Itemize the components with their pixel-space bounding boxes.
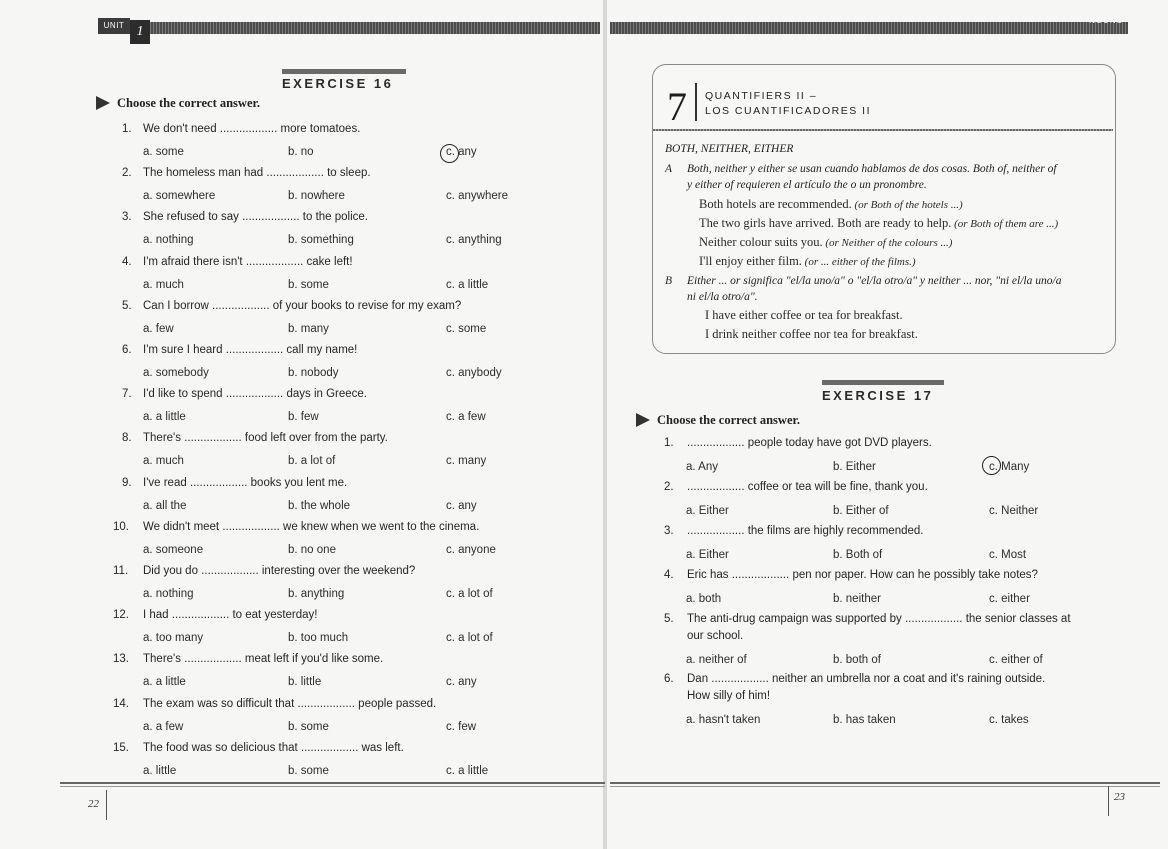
example-main: Both hotels are recommended. — [699, 197, 852, 211]
question-number: 4. — [664, 569, 674, 581]
question-text: We don't need .................. more tomatoes. — [143, 123, 361, 135]
right-header-bar — [610, 22, 1128, 34]
exercise-17-instruction: Choose the correct answer. — [657, 413, 801, 427]
question-number: 6. — [122, 344, 132, 356]
option-b: b. anything — [288, 588, 345, 600]
example-note: (or Both of the hotels ...) — [851, 199, 963, 211]
question-text: I've read .................. books you lent me. — [143, 476, 348, 489]
option-c: c. either — [989, 593, 1030, 605]
question-text: Eric has .................. pen nor paper. How can he possibly take notes? — [687, 569, 1038, 581]
example-sentence — [699, 197, 963, 212]
example-main: The two girls have arrived. Both are ready to help. — [699, 216, 952, 230]
option-c: c. either of — [989, 654, 1043, 666]
left-footer-rule-thin — [60, 786, 605, 787]
question-number: 5. — [122, 299, 132, 312]
option-a: a. somebody — [143, 367, 209, 379]
exercise-17-bar — [822, 380, 944, 385]
option-a: a. much — [143, 278, 184, 291]
question-text: The anti-drug campaign was supported by .................. the senior classes at — [687, 613, 1071, 625]
question-number: 7. — [122, 388, 132, 401]
question-number: 9. — [122, 476, 132, 489]
option-b: b. has taken — [833, 714, 896, 726]
question-text-line2: How silly of him! — [687, 690, 771, 702]
question-number: 11. — [113, 565, 129, 577]
exercise-16-instruction: Choose the correct answer. — [117, 96, 261, 110]
question-text: .................. the films are highly recommended. — [687, 525, 924, 537]
option-b: b. few — [288, 411, 319, 424]
question-text-line2: our school. — [687, 630, 744, 642]
option-c: c. a little — [446, 278, 489, 291]
left-footer-rule — [60, 782, 605, 784]
grammar-number: 7 — [667, 84, 687, 129]
question-text: There's .................. food left over from the party. — [143, 432, 388, 445]
option-b: b. too much — [288, 632, 349, 645]
option-c: c. Many — [989, 461, 1030, 473]
question-number: 8. — [122, 432, 132, 445]
rule-b-line2: ni el/la otro/a". — [687, 291, 758, 303]
option-a: a. Either — [686, 549, 729, 561]
question-text: I'm afraid there isn't .................. cake left! — [143, 255, 353, 268]
grammar-subtitle: BOTH, NEITHER, EITHER — [665, 143, 794, 155]
option-a: a. a few — [143, 720, 184, 733]
question-number: 4. — [122, 255, 132, 268]
exercise-16-bar — [282, 69, 406, 74]
book-spine — [603, 0, 607, 849]
option-c: c. few — [446, 720, 477, 733]
question-text: I'd like to spend .................. days in Greece. — [143, 388, 367, 401]
rule-a-line2: y either of requieren el artículo the o un pronombre. — [687, 179, 927, 191]
example-main: I'll enjoy either film. — [699, 254, 802, 268]
option-c: c. any — [446, 499, 477, 512]
option-a: a. much — [143, 455, 184, 468]
option-a: a. some — [143, 146, 184, 158]
option-c: c. any — [446, 146, 477, 158]
left-page-number-divider — [106, 790, 107, 820]
question-number: 6. — [664, 673, 674, 685]
option-c: c. a lot of — [446, 588, 493, 600]
question-text: .................. people today have got DVD players. — [687, 437, 932, 449]
option-a: a. a little — [143, 411, 186, 424]
option-c: c. any — [446, 676, 477, 689]
option-b: b. Either of — [833, 505, 889, 517]
question-text: I had .................. to eat yesterday! — [143, 609, 318, 622]
example-note: (or Neither of the colours ...) — [822, 237, 953, 249]
question-text: The food was so delicious that .................. was left. — [143, 741, 404, 754]
question-number: 3. — [122, 211, 132, 224]
example-sentence — [699, 216, 1058, 231]
option-b: b. something — [288, 234, 354, 247]
option-c: c. Neither — [989, 505, 1039, 517]
option-b: b. nowhere — [288, 190, 345, 203]
rule-a-letter: A — [665, 163, 673, 175]
grammar-box — [652, 64, 1116, 354]
question-number: 3. — [664, 525, 674, 537]
question-text: Can I borrow .................. of your books to revise for my exam? — [143, 299, 462, 312]
option-b: b. no one — [288, 543, 336, 556]
option-c: c. many — [446, 455, 487, 468]
rule-b-line1: Either ... or significa "el/la uno/a" o "el/la otro/a" y neither ... nor, "ni el/la uno/a — [687, 275, 1062, 287]
question-number: 10. — [113, 520, 129, 533]
option-c: c. Most — [989, 549, 1027, 561]
example-sentence — [699, 235, 952, 250]
exercise-16-title: EXERCISE 16 — [282, 76, 394, 91]
option-b: b. nobody — [288, 367, 339, 379]
option-b: b. some — [288, 720, 329, 733]
option-c: c. anywhere — [446, 190, 509, 203]
option-c: c. a little — [446, 764, 489, 777]
rule-b-letter: B — [665, 275, 673, 287]
arrow-icon — [636, 413, 650, 427]
question-number: 15. — [113, 741, 129, 754]
unit-label: UNIT — [98, 18, 130, 34]
option-a: a. a little — [143, 676, 186, 689]
question-text: She refused to say .................. to the police. — [143, 211, 369, 224]
option-c: c. a few — [446, 411, 486, 424]
grammar-title-es: LOS CUANTIFICADORES II — [705, 105, 872, 117]
option-b: b. no — [288, 146, 314, 158]
question-text: I'm sure I heard .................. call my name! — [143, 344, 358, 356]
right-page-number: 23 — [1114, 791, 1125, 803]
arrow-icon — [96, 96, 110, 110]
question-text: The homeless man had .................. to sleep. — [143, 167, 371, 180]
question-text: There's .................. meat left if you'd like some. — [143, 653, 384, 666]
option-a: a. both — [686, 593, 722, 605]
right-footer-rule-thin — [610, 786, 1160, 787]
grammar-title-en: QUANTIFIERS II – — [705, 90, 818, 102]
question-text: We didn't meet .................. we knew when we went to the cinema. — [143, 520, 480, 533]
grammar-divider — [695, 83, 697, 121]
question-text: Dan .................. neither an umbrella nor a coat and it's raining outside. — [687, 673, 1046, 685]
question-text: .................. coffee or tea will be fine, thank you. — [687, 481, 928, 493]
option-a: a. all the — [143, 499, 187, 512]
option-b: b. many — [288, 322, 329, 335]
question-number: 13. — [113, 653, 129, 666]
option-c: c. some — [446, 322, 487, 335]
option-a: a. Either — [686, 505, 729, 517]
example-sentence — [699, 254, 916, 269]
option-a: a. someone — [143, 543, 204, 556]
answer-circle — [982, 456, 1001, 475]
option-b: b. neither — [833, 593, 881, 605]
right-page-number-divider — [1108, 786, 1109, 816]
option-b: b. little — [288, 676, 322, 689]
answer-circle — [440, 144, 459, 163]
option-b: b. the whole — [288, 499, 351, 512]
question-text: Did you do .................. interesting over the weekend? — [143, 565, 416, 577]
option-c: c. anything — [446, 234, 502, 247]
option-a: a. hasn't taken — [686, 714, 761, 726]
option-a: a. nothing — [143, 234, 194, 247]
example-sentence: I drink neither coffee nor tea for breakfast. — [705, 327, 918, 341]
option-b: b. both of — [833, 654, 881, 666]
question-text: The exam was so difficult that .................. people passed. — [143, 697, 437, 710]
left-page-number: 22 — [88, 798, 99, 810]
example-note: (or Both of them are ...) — [951, 218, 1059, 230]
left-header-bar — [100, 22, 600, 34]
option-a: a. few — [143, 322, 174, 335]
question-number: 5. — [664, 613, 674, 625]
option-a: a. nothing — [143, 588, 194, 600]
option-b: b. some — [288, 278, 329, 291]
exercise-17-title: EXERCISE 17 — [822, 388, 934, 403]
option-c: c. anyone — [446, 543, 496, 556]
option-b: b. Either — [833, 461, 876, 473]
question-number: 14. — [113, 697, 129, 710]
question-number: 1. — [664, 437, 674, 449]
question-number: 2. — [122, 167, 132, 180]
grammar-rule — [653, 129, 1113, 131]
option-b: b. a lot of — [288, 455, 336, 468]
option-c: c. takes — [989, 714, 1029, 726]
option-a: a. neither of — [686, 654, 747, 666]
section-label: NOUNS — [1089, 16, 1123, 25]
example-sentence: I have either coffee or tea for breakfast. — [705, 308, 903, 322]
option-b: b. Both of — [833, 549, 883, 561]
question-number: 12. — [113, 609, 129, 622]
option-b: b. some — [288, 764, 329, 777]
example-main: Neither colour suits you. — [699, 235, 823, 249]
rule-a-line1: Both, neither y either se usan cuando hablamos de dos cosas. Both of, neither of — [687, 163, 1057, 175]
question-number: 2. — [664, 481, 674, 493]
option-a: a. little — [143, 764, 177, 777]
right-footer-rule — [610, 782, 1160, 784]
option-a: a. too many — [143, 632, 204, 645]
unit-number: 1 — [130, 20, 150, 44]
question-number: 1. — [122, 123, 132, 135]
example-note: (or ... either of the films.) — [801, 256, 916, 268]
option-c: c. a lot of — [446, 632, 493, 645]
option-c: c. anybody — [446, 367, 502, 379]
option-a: a. somewhere — [143, 190, 216, 203]
option-a: a. Any — [686, 461, 718, 473]
